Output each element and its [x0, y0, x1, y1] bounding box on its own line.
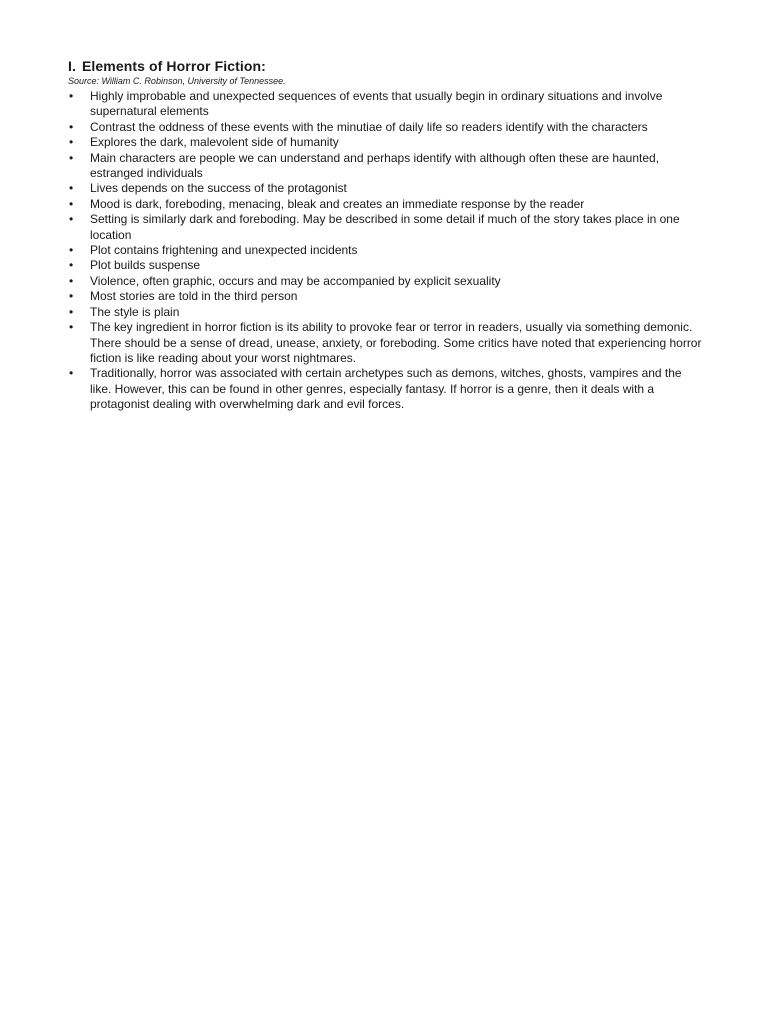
list-item-text: Main characters are people we can understand and perhaps identify with although often these are haunted, estranged individuals — [90, 150, 660, 181]
bullet-icon: • — [69, 243, 74, 258]
list-item-text: Contrast the oddness of these events with the minutiae of daily life so readers identify with the characters — [90, 119, 648, 134]
list-item — [68, 120, 704, 135]
list-item — [68, 212, 704, 243]
list-item — [68, 366, 704, 412]
bullet-icon: • — [69, 366, 74, 381]
bullet-icon: • — [69, 89, 74, 103]
list-item — [68, 305, 704, 320]
list-item — [68, 320, 704, 366]
list-item-text: Traditionally, horror was associated with certain archetypes such as demons, witches, ghosts, vampires and the like. However, this can be found in other genres, especially fantasy. If horror is a genre, then it deals with a protagonist dealing with overwhelming dark and evil forces. — [90, 366, 682, 412]
bullet-icon: • — [69, 289, 74, 304]
source-citation: Source: William C. Robinson, University of Tennessee. — [68, 76, 286, 86]
list-item — [68, 274, 704, 289]
list-item-text: The style is plain — [90, 304, 180, 319]
list-item-text: Plot contains frightening and unexpected incidents — [90, 243, 358, 258]
list-item — [68, 258, 704, 273]
bullet-icon: • — [69, 150, 74, 165]
list-item — [68, 151, 704, 182]
list-item-text: Highly improbable and unexpected sequences of events that usually begin in ordinary situations and involve supernatural elements — [90, 89, 663, 119]
section-heading — [68, 58, 708, 75]
bullet-icon: • — [69, 304, 74, 319]
list-item — [68, 243, 704, 258]
list-item-text: Violence, often graphic, occurs and may be accompanied by explicit sexuality — [90, 273, 501, 288]
bullet-list — [68, 89, 708, 413]
list-item — [68, 135, 704, 150]
bullet-icon: • — [69, 181, 74, 196]
list-item-text: Plot builds suspense — [90, 258, 201, 273]
bullet-icon: • — [69, 119, 74, 134]
bullet-icon: • — [69, 135, 74, 150]
bullet-icon: • — [69, 212, 74, 227]
list-item — [68, 197, 704, 212]
bullet-icon: • — [69, 320, 74, 335]
list-item-text: Explores the dark, malevolent side of humanity — [90, 135, 339, 150]
list-item-text: Lives depends on the success of the protagonist — [90, 181, 347, 196]
list-item-text: Most stories are told in the third person — [90, 289, 298, 304]
bullet-icon: • — [69, 273, 74, 288]
list-item — [68, 289, 704, 304]
list-item — [68, 89, 704, 120]
heading-text: Elements of Horror Fiction: — [81, 58, 266, 74]
heading-number: I. — [68, 58, 76, 74]
bullet-icon: • — [69, 196, 74, 211]
list-item-text: The key ingredient in horror fiction is its ability to provoke fear or terror in readers, usually via something demonic. There should be a sense of dread, unease, anxiety, or foreboding. Some critics have noted that experiencing horror fiction is like reading about your worst nightmares. — [90, 320, 702, 365]
list-item-text: Mood is dark, foreboding, menacing, bleak and creates an immediate response by the reader — [90, 196, 585, 211]
bullet-icon: • — [69, 258, 74, 273]
list-item — [68, 181, 704, 196]
list-item-text: Setting is similarly dark and foreboding. May be described in some detail if much of the story takes place in one location — [90, 212, 680, 242]
